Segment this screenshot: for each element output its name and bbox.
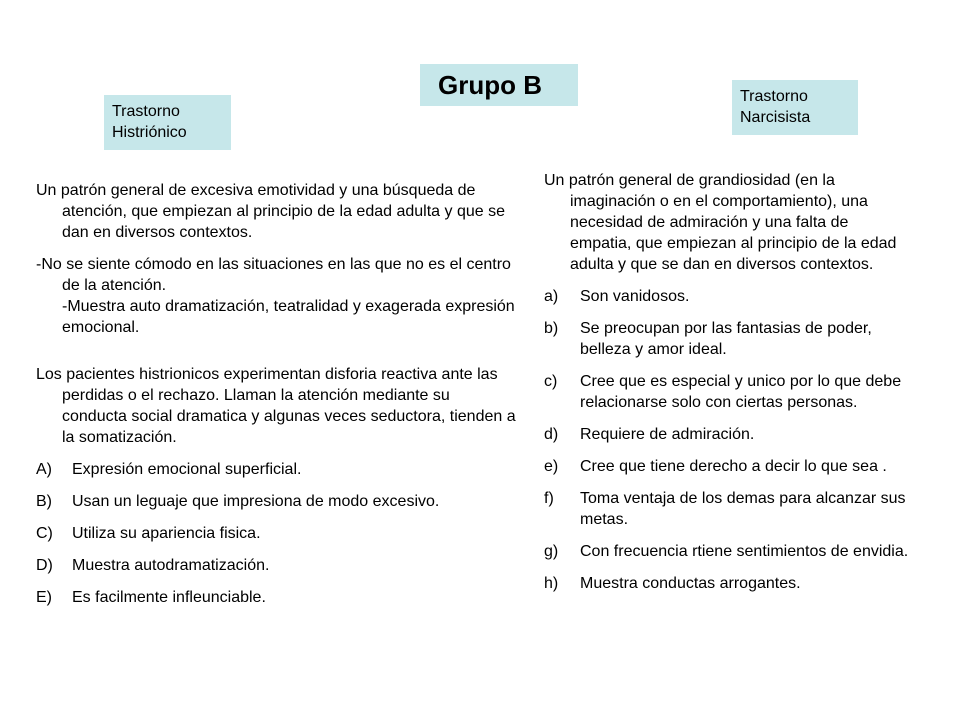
histrionic-paragraph: Los pacientes histrionicos experimentan disforia reactiva ante las perdidas o el rechazo. Llaman la atención mediante su conducta social dramatica y algunas veces seductora, tienden a la somatización. [36, 366, 516, 446]
list-item [544, 371, 914, 413]
list-marker: b) [544, 320, 559, 337]
list-item-text: Requiere de admiración. [580, 426, 755, 443]
list-item-text: Es facilmente infleunciable. [72, 589, 266, 606]
histrionic-column [36, 180, 516, 619]
list-item-text: Cree que es especial y unico por lo que debe relacionarse solo con ciertas personas. [580, 373, 902, 411]
list-marker: B) [36, 493, 52, 510]
list-item-text: Son vanidosos. [580, 288, 690, 305]
histrionic-label: Trastorno Histriónico [104, 95, 231, 150]
list-marker: a) [544, 288, 559, 305]
list-item [36, 523, 516, 544]
list-marker: D) [36, 557, 53, 574]
list-item [544, 573, 914, 594]
list-item-text: Muestra conductas arrogantes. [580, 575, 801, 592]
list-item [36, 491, 516, 512]
list-item [544, 488, 914, 530]
list-item [544, 424, 914, 445]
list-item [544, 318, 914, 360]
list-item-text: Utiliza su apariencia fisica. [72, 525, 261, 542]
list-item [36, 459, 516, 480]
page-title: Grupo B [420, 64, 578, 106]
list-item-text: Cree que tiene derecho a decir lo que sea . [580, 458, 887, 475]
histrionic-list [36, 459, 516, 608]
histrionic-intro: Un patrón general de excesiva emotividad y una búsqueda de atención, que empiezan al principio de la edad adulta y que se dan en diversos contextos. [36, 182, 505, 241]
histrionic-criteria [36, 254, 516, 338]
list-item-text: Se preocupan por las fantasias de poder, belleza y amor ideal. [580, 320, 872, 358]
narcissistic-column [544, 170, 914, 605]
list-item [544, 541, 914, 562]
list-marker: c) [544, 373, 558, 390]
narcissistic-list [544, 286, 914, 594]
list-marker: g) [544, 543, 559, 560]
histrionic-point-2: -Muestra auto dramatización, teatralidad y exagerada expresión emocional. [62, 298, 515, 336]
list-item-text: Usan un leguaje que impresiona de modo excesivo. [72, 493, 440, 510]
list-marker: f) [544, 490, 554, 507]
list-marker: A) [36, 461, 52, 478]
list-item [544, 286, 914, 307]
list-item [544, 456, 914, 477]
narcissistic-label: Trastorno Narcisista [732, 80, 858, 135]
list-item-text: Muestra autodramatización. [72, 557, 270, 574]
narcissistic-intro: Un patrón general de grandiosidad (en la imaginación o en el comportamiento), una necesidad de admiración y una falta de empatia, que empiezan al principio de la edad adulta y que se dan en diversos contextos. [544, 172, 897, 273]
list-marker: C) [36, 525, 53, 542]
list-item-text: Expresión emocional superficial. [72, 461, 302, 478]
list-marker: E) [36, 589, 52, 606]
list-item [36, 587, 516, 608]
list-marker: e) [544, 458, 559, 475]
list-item-text: Con frecuencia rtiene sentimientos de envidia. [580, 543, 909, 560]
histrionic-point-1: -No se siente cómodo en las situaciones en las que no es el centro de la atención. [36, 256, 511, 294]
list-item [36, 555, 516, 576]
list-item-text: Toma ventaja de los demas para alcanzar sus metas. [580, 490, 906, 528]
list-marker: h) [544, 575, 559, 592]
list-marker: d) [544, 426, 559, 443]
